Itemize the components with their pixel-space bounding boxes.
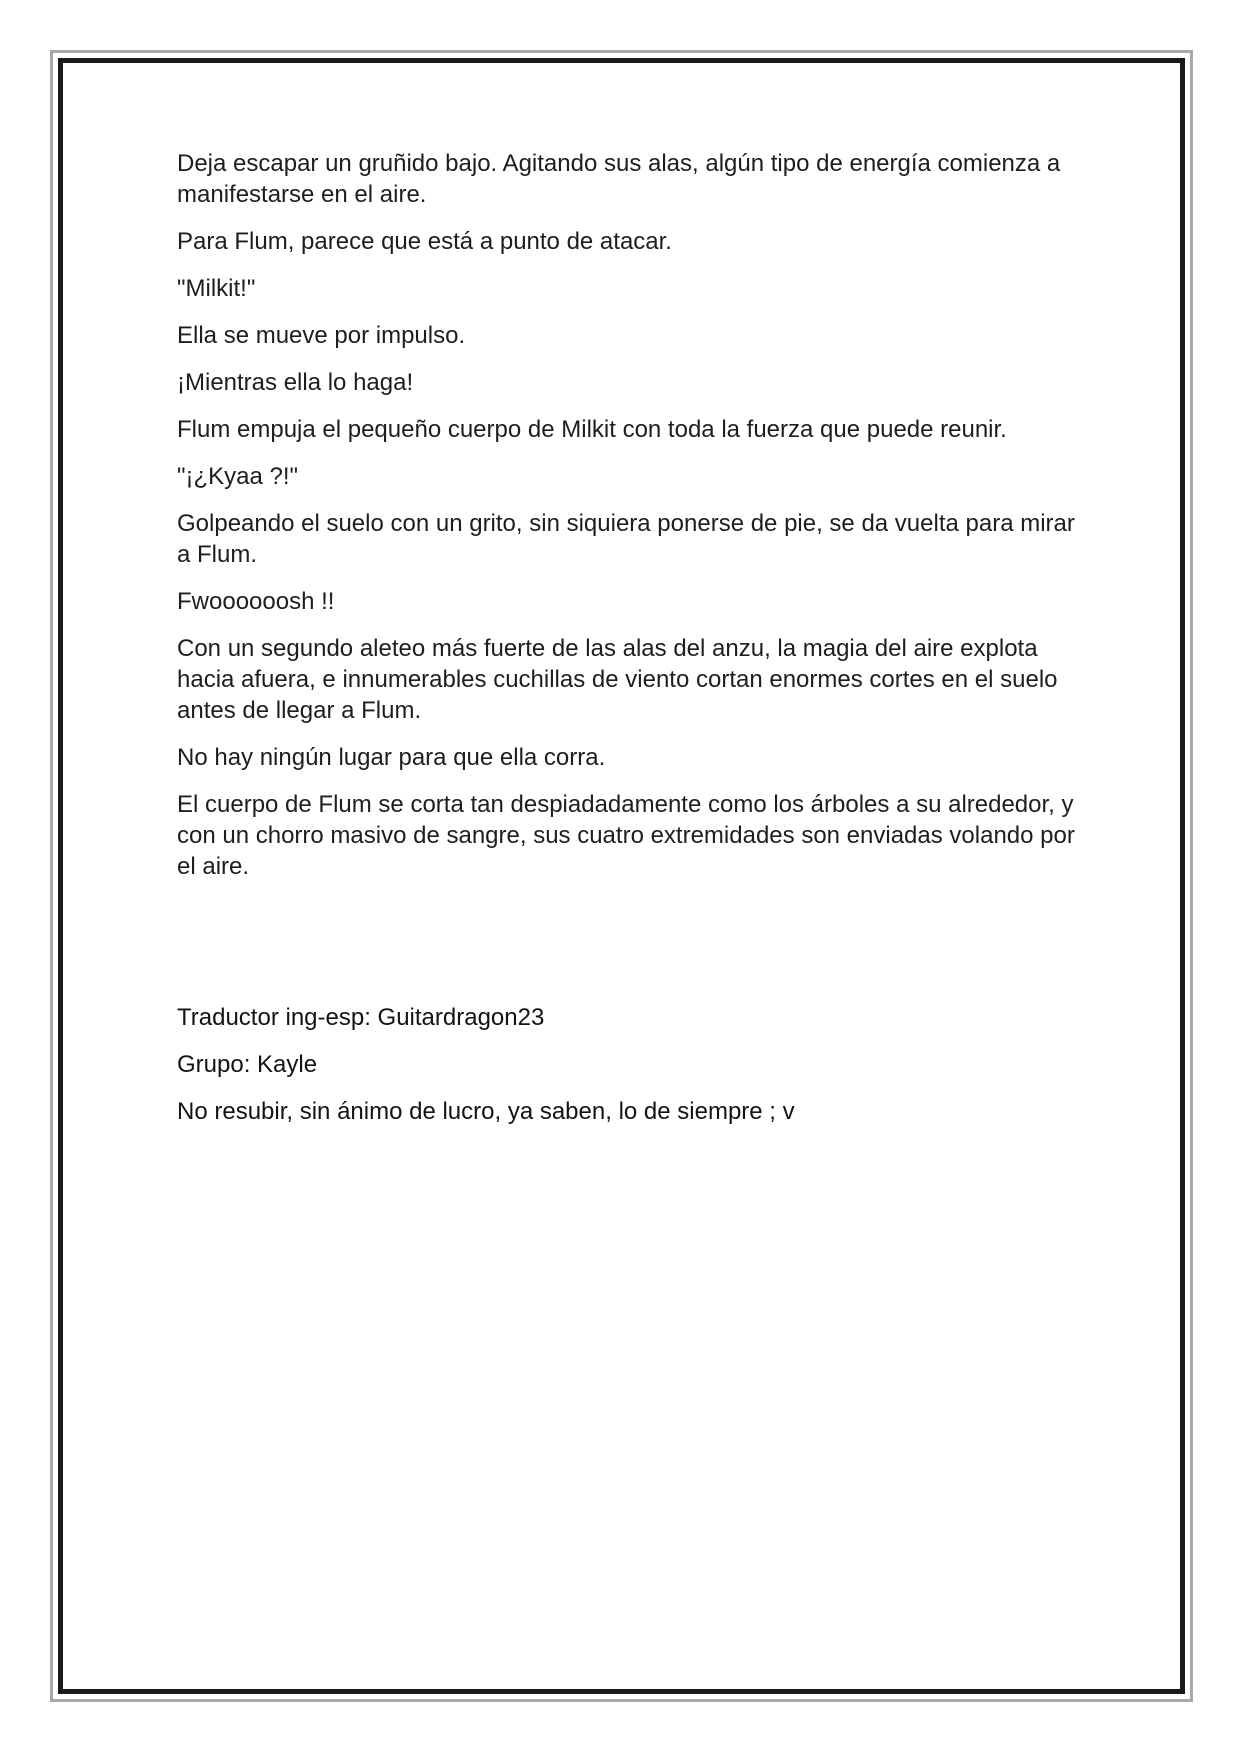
paragraph: Golpeando el suelo con un grito, sin siquiera ponerse de pie, se da vuelta para mirar a Flum.: [177, 510, 1075, 568]
credits-block: [177, 1002, 1077, 1143]
translator-credit: Traductor ing-esp: Guitardragon23: [177, 1004, 545, 1031]
paragraph: "¡¿Kyaa ?!": [177, 463, 299, 490]
story-text: [177, 148, 1077, 898]
paragraph: Ella se mueve por impulso.: [177, 322, 466, 349]
paragraph: "Milkit!": [177, 275, 256, 302]
paragraph: Fwoooooosh !!: [177, 588, 335, 615]
paragraph: ¡Mientras ella lo haga!: [177, 369, 414, 396]
paragraph: El cuerpo de Flum se corta tan despiadadamente como los árboles a su alrededor, y con un chorro masivo de sangre, sus cuatro extremidades son enviadas volando por el aire.: [177, 791, 1075, 880]
paragraph: Deja escapar un gruñido bajo. Agitando sus alas, algún tipo de energía comienza a manifestarse en el aire.: [177, 150, 1061, 208]
paragraph: No hay ningún lugar para que ella corra.: [177, 744, 606, 771]
paragraph: Flum empuja el pequeño cuerpo de Milkit con toda la fuerza que puede reunir.: [177, 416, 1007, 443]
paragraph: Con un segundo aleteo más fuerte de las alas del anzu, la magia del aire explota hacia afuera, e innumerables cuchillas de viento cortan enormes cortes en el suelo antes de llegar a Flum.: [177, 635, 1058, 724]
group-credit: Grupo: Kayle: [177, 1051, 318, 1078]
notice-text: No resubir, sin ánimo de lucro, ya saben, lo de siempre ; v: [177, 1098, 795, 1125]
paragraph: Para Flum, parece que está a punto de atacar.: [177, 228, 672, 255]
